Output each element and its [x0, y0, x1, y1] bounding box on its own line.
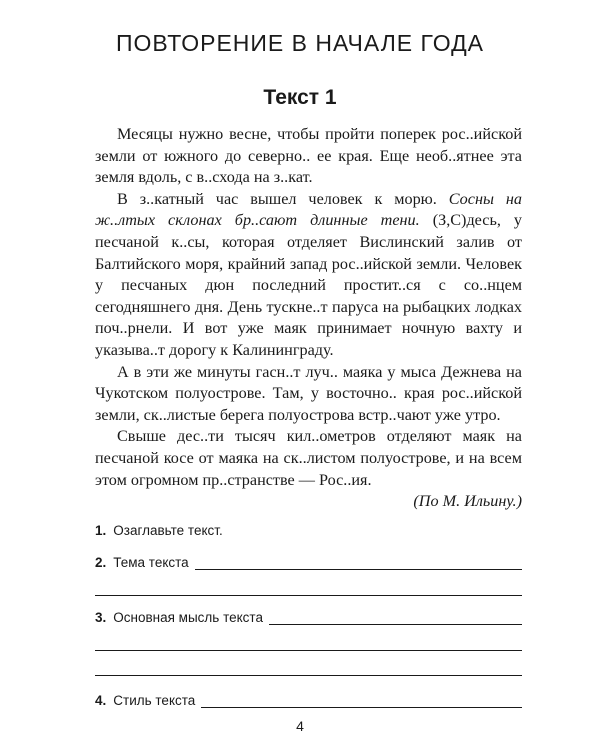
answer-line[interactable]	[95, 650, 522, 651]
answer-line[interactable]	[95, 595, 522, 596]
paragraph-text: Месяцы нужно весне, чтобы пройти поперек рос..ийской земли от южного до северно.. ее края. Еще необ..ятнее эта земля вдоль, с в..схода на з..кат.	[95, 125, 522, 187]
task-number: 4.	[95, 693, 107, 708]
paragraph-text: А в эти же минуты гасн..т луч.. маяка у мыса Дежнева на Чукотском полуострове. Там, у восточно.. края рос..ийской земли, ск..листые берега полуострова встр..чают уже утро.	[95, 362, 522, 424]
paragraph-text: Свыше дес..ти тысяч кил..ометров отделяют маяк на песчаной косе от маяка на ск..листом полуострове, и на всем этом огромном пр..странстве — Рос..ия.	[95, 427, 522, 489]
italic-sentence: Сосны на ж..лтых склонах бр..сают длинные тени.	[95, 189, 523, 230]
task-label: Основная мысль текста	[113, 610, 263, 625]
task-3	[95, 610, 522, 625]
page-number: 4	[296, 718, 304, 734]
task-number: 3.	[95, 610, 107, 625]
answer-line[interactable]	[269, 612, 522, 625]
task-label: Озаглавьте текст.	[113, 523, 223, 538]
paragraph-4	[95, 426, 522, 491]
task-number: 1.	[95, 523, 107, 538]
exercise-text	[95, 124, 522, 513]
paragraph-text: (З,С)десь, у песчаной к..сы, которая отделяет Вислинский залив от Балтийского моря, крайний запад рос..ийской земли. Человек у песчаных дюн последний простит..ся с со..нцем сегодняшнего дня. День тускне..т паруса на рыбацких лодках поч..рнели. И вот уже маяк принимает ночную вахту и указыва..т дорогу к Калининграду.	[95, 211, 522, 359]
task-2	[95, 555, 522, 570]
task-label: Тема текста	[113, 555, 189, 570]
task-4	[95, 693, 522, 708]
task-number: 2.	[95, 555, 107, 570]
answer-line[interactable]	[95, 675, 522, 676]
paragraph-text: В з..катный час вышел человек к морю.	[117, 189, 449, 208]
paragraph-1	[95, 124, 522, 189]
paragraph-2	[95, 189, 522, 362]
section-title: ПОВТОРЕНИЕ В НАЧАЛЕ ГОДА	[115, 30, 485, 56]
text-heading: Текст 1	[263, 86, 337, 109]
answer-line[interactable]	[195, 557, 522, 570]
text-source: (По М. Ильину.)	[413, 492, 522, 511]
task-1	[95, 523, 522, 538]
paragraph-3	[95, 362, 522, 427]
task-label: Стиль текста	[113, 693, 196, 708]
answer-line[interactable]	[201, 695, 522, 708]
